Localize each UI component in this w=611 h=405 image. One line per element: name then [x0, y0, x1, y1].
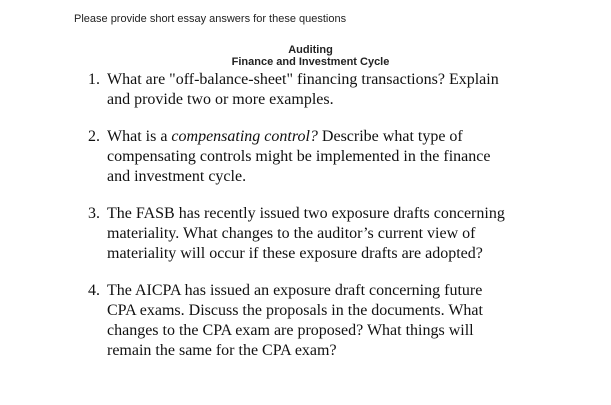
- question-text: [107, 281, 548, 361]
- question-4: [88, 281, 548, 361]
- question-1: [88, 70, 548, 110]
- instruction-text: Please provide short essay answers for these questions: [74, 13, 347, 25]
- question-line: materiality. What changes to the auditor’s current view of: [107, 225, 476, 242]
- question-2: [88, 127, 548, 187]
- document-subtitle: Finance and Investment Cycle: [231, 56, 390, 68]
- question-line-part: Describe what type of: [317, 128, 463, 145]
- question-line: and provide two or more examples.: [107, 91, 334, 108]
- question-text: [107, 127, 548, 187]
- question-line: and investment cycle.: [107, 168, 247, 185]
- question-line: The FASB has recently issued two exposure drafts concerning: [107, 205, 505, 222]
- question-line: changes to the CPA exam are proposed? What things will: [107, 322, 474, 339]
- question-line: [107, 127, 548, 147]
- question-number: 1.: [88, 71, 100, 88]
- question-3: [88, 204, 548, 264]
- question-number: 3.: [88, 205, 100, 222]
- question-line: materiality will occur if these exposure drafts are adopted?: [107, 245, 483, 262]
- question-text: [107, 70, 548, 110]
- question-line: The AICPA has issued an exposure draft concerning future: [107, 282, 483, 299]
- question-number: 2.: [88, 128, 100, 145]
- document-title: Auditing: [288, 44, 333, 56]
- question-line: What are "off-balance-sheet" financing transactions? Explain: [107, 71, 499, 88]
- question-line: compensating controls might be implemented in the finance: [107, 148, 491, 165]
- italic-term: compensating control?: [171, 128, 318, 145]
- question-line: CPA exams. Discuss the proposals in the documents. What: [107, 302, 483, 319]
- question-line-part: What is a: [107, 128, 172, 145]
- question-list: [88, 70, 548, 378]
- question-line: remain the same for the CPA exam?: [107, 342, 337, 359]
- question-number: 4.: [88, 282, 100, 299]
- question-text: [107, 204, 548, 264]
